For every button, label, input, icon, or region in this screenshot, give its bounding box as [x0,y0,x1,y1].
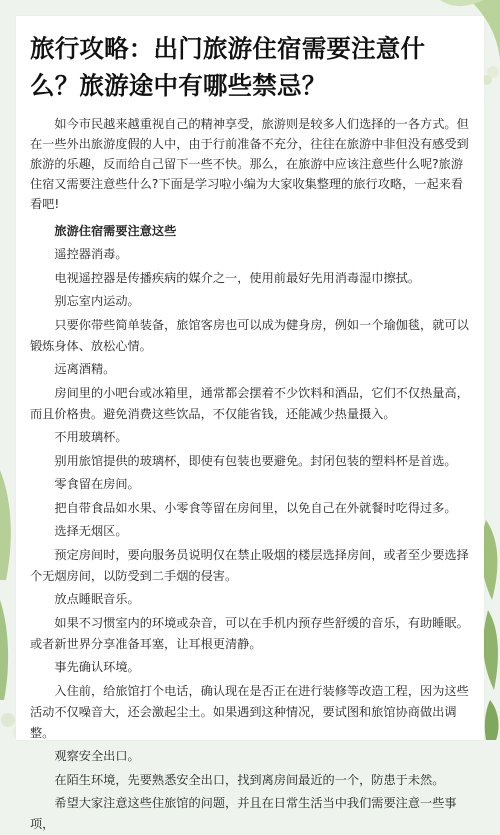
closing-paragraph: 希望大家注意这些住旅馆的问题，并且在日常生活当中我们需要注意一些事项， [30,796,457,831]
section-heading: 旅游住宿需要注意这些 [54,224,177,238]
tip-heading: 零食留在房间。 [54,477,140,491]
tip-body: 如果不习惯室内的环境或杂音，可以在手机内预存些舒缓的音乐，有助睡眠。或者新世界分享准备耳塞，让耳根更清静。 [30,615,469,651]
tip-heading: 观察安全出口。 [54,749,140,763]
tip-heading: 遥控器消毒。 [54,247,128,261]
article-body [30,114,470,835]
tip-heading: 选择无烟区。 [54,524,128,538]
flower-icon [482,66,499,85]
article-card [16,16,484,831]
tip-body: 房间里的小吧台或冰箱里，通常都会摆着不少饮料和酒品，它们不仅热量高，而且价格贵。避免消费这些饮品，不仅能省钱，还能减少热量摄入。 [30,385,469,421]
tip-body: 预定房间时，要向服务员说明仅在禁止吸烟的楼层选择房间，或者至少要选择个无烟房间，以防受到二手烟的侵害。 [30,547,469,583]
leaf-icon [0,470,11,700]
tip-body: 只要你带些简单装备，旅馆客房也可以成为健身房，例如一个瑜伽毯，就可以锻炼身体、放松心情。 [30,317,469,353]
tip-heading: 放点睡眠音乐。 [54,592,140,606]
page-title: 旅行攻略：出门旅游住宿需要注意什么？旅游途中有哪些禁忌？ [30,34,426,100]
tip-body: 别用旅馆提供的玻璃杯，即使有包装也要避免。封闭包装的塑料杯是首选。 [54,453,457,468]
tip-heading: 别忘室内运动。 [54,294,140,308]
tip-heading: 不用玻璃杯。 [54,430,128,444]
tip-heading: 远离酒精。 [54,362,116,376]
tip-body: 在陌生环境，先要熟悉安全出口，找到离房间最近的一个，防患于未然。 [54,772,445,787]
tip-body: 入住前，给旅馆打个电话，确认现在是否正在进行装修等改造工程，因为这些活动不仅噪音大，还会激起尘土。如果遇到这种情况，要试图和旅馆协商做出调整。 [30,683,469,740]
intro-paragraph: 如今市民越来越重视自己的精神享受，旅游则是较多人们选择的一各方式。但在一些外出旅游度假的人中，由于行前准备不充分，往往在旅游中非但没有感受到旅游的乐趣，反而给自己留下一些不快。那么，在旅游中应该注意些什么呢?旅游住宿又需要注意些什么?下面是学习啦小编为大家收集整理的旅行攻略，一起来看看吧! [30,117,469,211]
tip-heading: 事先确认环境。 [54,660,140,674]
tip-body: 电视遥控器是传播疾病的媒介之一，使用前最好先用消毒湿巾擦拭。 [54,270,421,285]
tip-body: 把自带食品如水果、小零食等留在房间里，以免自己在外就餐时吃得过多。 [54,500,457,515]
